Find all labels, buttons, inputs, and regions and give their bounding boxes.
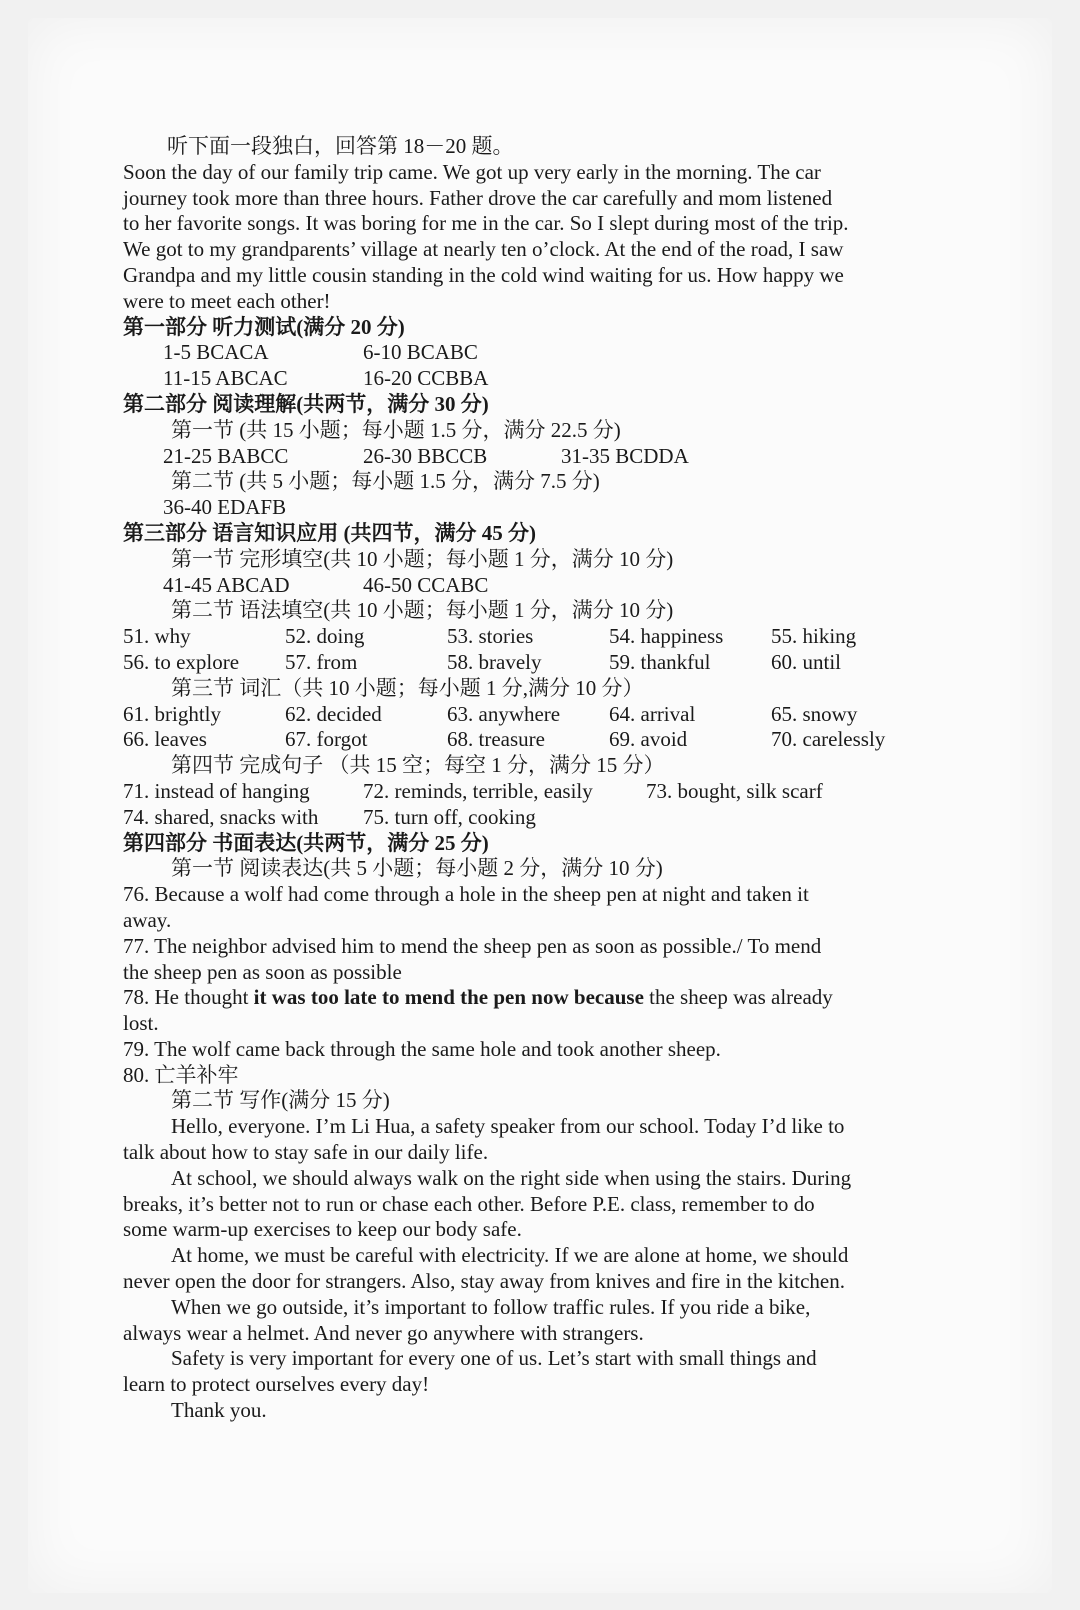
answer-item: 68. treasure <box>447 727 545 752</box>
essay-line: never open the door for strangers. Also, stay away from knives and fire in the kitchen. <box>123 1269 845 1294</box>
answer-79: 79. The wolf came back through the same hole and took another sheep. <box>123 1036 721 1061</box>
answer-item: 72. reminds, terrible, easily <box>363 778 593 803</box>
section-heading: 第四节 完成句子 （共 15 空；每空 1 分，满分 15 分） <box>171 753 665 778</box>
answer-item: 58. bravely <box>447 649 542 674</box>
answer-item: 57. from <box>285 649 358 674</box>
answer-item: 52. doing <box>285 624 365 649</box>
essay-line: some warm-up exercises to keep our body safe. <box>123 1217 522 1242</box>
section-heading: 第一节 完形填空(共 10 小题；每小题 1 分，满分 10 分) <box>171 546 674 571</box>
section-heading: 第一节 阅读表达(共 5 小题；每小题 2 分，满分 10 分) <box>171 856 663 881</box>
answer-78-post: the sheep was already <box>643 985 833 1010</box>
answer-item: 65. snowy <box>771 701 858 726</box>
answer-group: 26-30 BBCCB <box>363 443 488 468</box>
answer-item: 54. happiness <box>609 624 724 649</box>
answer-item: 66. leaves <box>123 727 207 752</box>
monologue-line: We got to my grandparents’ village at nearly ten o’clock. At the end of the road, I saw <box>123 237 844 262</box>
section-heading: 第三节 词汇（共 10 小题；每小题 1 分,满分 10 分） <box>171 675 644 700</box>
answer-76: 76. Because a wolf had come through a hole in the sheep pen at night and taken it <box>123 882 809 907</box>
answer-group: 1-5 BCACA <box>163 340 269 365</box>
answer-row <box>123 366 923 392</box>
answer-key <box>123 134 923 1424</box>
answer-group: 21-25 BABCC <box>163 443 289 468</box>
part2-heading: 第二部分 阅读理解(共两节，满分 30 分) <box>123 391 489 416</box>
answer-item: 64. arrival <box>609 701 696 726</box>
answer-78-pre: 78. He thought <box>123 985 254 1010</box>
answer-item: 51. why <box>123 624 191 649</box>
answer-78-bold: it was too late to mend the pen now because <box>253 985 644 1010</box>
answer-76-cont: away. <box>123 907 172 932</box>
answer-item: 73. bought, silk scarf <box>646 778 823 803</box>
part3-heading: 第三部分 语言知识应用 (共四节，满分 45 分) <box>123 520 536 545</box>
monologue-line: Soon the day of our family trip came. We got up very early in the morning. The car <box>123 159 821 184</box>
answer-item: 60. until <box>771 649 842 674</box>
answer-group: 16-20 CCBBA <box>363 366 489 391</box>
monologue-line: were to meet each other! <box>123 288 331 313</box>
answer-item: 71. instead of hanging <box>123 778 310 803</box>
answer-77: 77. The neighbor advised him to mend the sheep pen as soon as possible./ To mend <box>123 933 822 958</box>
answer-row <box>123 650 923 676</box>
monologue-line: journey took more than three hours. Father drove the car carefully and mom listened <box>123 185 833 210</box>
essay-line: Hello, everyone. I’m Li Hua, a safety speaker from our school. Today I’d like to <box>171 1114 845 1139</box>
section-heading: 第二节 (共 5 小题；每小题 1.5 分，满分 7.5 分) <box>171 469 600 494</box>
answer-group: 41-45 ABCAD <box>163 572 290 597</box>
essay-line: At school, we should always walk on the right side when using the stairs. During <box>171 1165 852 1190</box>
monologue-line: to her favorite songs. It was boring for me in the car. So I slept during most of the trip. <box>123 211 849 236</box>
answer-row <box>123 727 923 753</box>
essay-line: breaks, it’s better not to run or chase each other. Before P.E. class, remember to do <box>123 1191 815 1216</box>
answer-row <box>123 702 923 728</box>
section-heading: 第二节 写作(满分 15 分) <box>171 1088 390 1113</box>
essay-line: When we go outside, it’s important to follow traffic rules. If you ride a bike, <box>171 1294 811 1319</box>
answer-group: 6-10 BCABC <box>363 340 478 365</box>
monologue-line: Grandpa and my little cousin standing in the cold wind waiting for us. How happy we <box>123 262 844 287</box>
answer-item: 67. forgot <box>285 727 368 752</box>
section-heading: 第二节 语法填空(共 10 小题；每小题 1 分，满分 10 分) <box>171 598 674 623</box>
answer-item: 62. decided <box>285 701 382 726</box>
answer-item: 69. avoid <box>609 727 688 752</box>
section-heading: 第一节 (共 15 小题；每小题 1.5 分，满分 22.5 分) <box>171 417 621 442</box>
answer-group: 36-40 EDAFB <box>163 495 287 520</box>
listening-intro: 听下面一段独白，回答第 18－20 题。 <box>167 134 514 158</box>
answer-item: 70. carelessly <box>771 727 886 752</box>
essay-line: At home, we must be careful with electricity. If we are alone at home, we should <box>171 1243 849 1268</box>
essay-line: Safety is very important for every one of us. Let’s start with small things and <box>171 1346 817 1371</box>
answer-group: 46-50 CCABC <box>363 572 489 597</box>
part4-heading: 第四部分 书面表达(共两节，满分 25 分) <box>123 830 489 855</box>
answer-item: 63. anywhere <box>447 701 561 726</box>
answer-78 <box>123 985 923 1011</box>
answer-item: 59. thankful <box>609 649 711 674</box>
essay-line: Thank you. <box>171 1398 267 1423</box>
answer-item: 56. to explore <box>123 649 240 674</box>
answer-item: 75. turn off, cooking <box>363 804 536 829</box>
answer-78-cont: lost. <box>123 1011 159 1036</box>
part1-heading: 第一部分 听力测试(满分 20 分) <box>123 314 405 339</box>
answer-item: 53. stories <box>447 624 534 649</box>
answer-row <box>123 805 923 831</box>
answer-group: 31-35 BCDDA <box>561 443 689 468</box>
answer-item: 61. brightly <box>123 701 221 726</box>
answer-row <box>123 573 923 599</box>
essay <box>123 1114 923 1424</box>
answer-item: 55. hiking <box>771 624 857 649</box>
answer-77-cont: the sheep pen as soon as possible <box>123 959 402 984</box>
essay-line: learn to protect ourselves every day! <box>123 1372 430 1397</box>
essay-line: talk about how to stay safe in our daily life. <box>123 1140 489 1165</box>
answer-row <box>123 340 923 366</box>
answer-row <box>123 624 923 650</box>
answer-row <box>123 444 923 470</box>
monologue <box>123 160 923 315</box>
essay-line: always wear a helmet. And never go anywhere with strangers. <box>123 1320 644 1345</box>
answer-group: 11-15 ABCAC <box>163 366 288 391</box>
answer-80: 80. 亡羊补牢 <box>123 1062 239 1087</box>
answer-item: 74. shared, snacks with <box>123 804 319 829</box>
answer-row <box>123 779 923 805</box>
